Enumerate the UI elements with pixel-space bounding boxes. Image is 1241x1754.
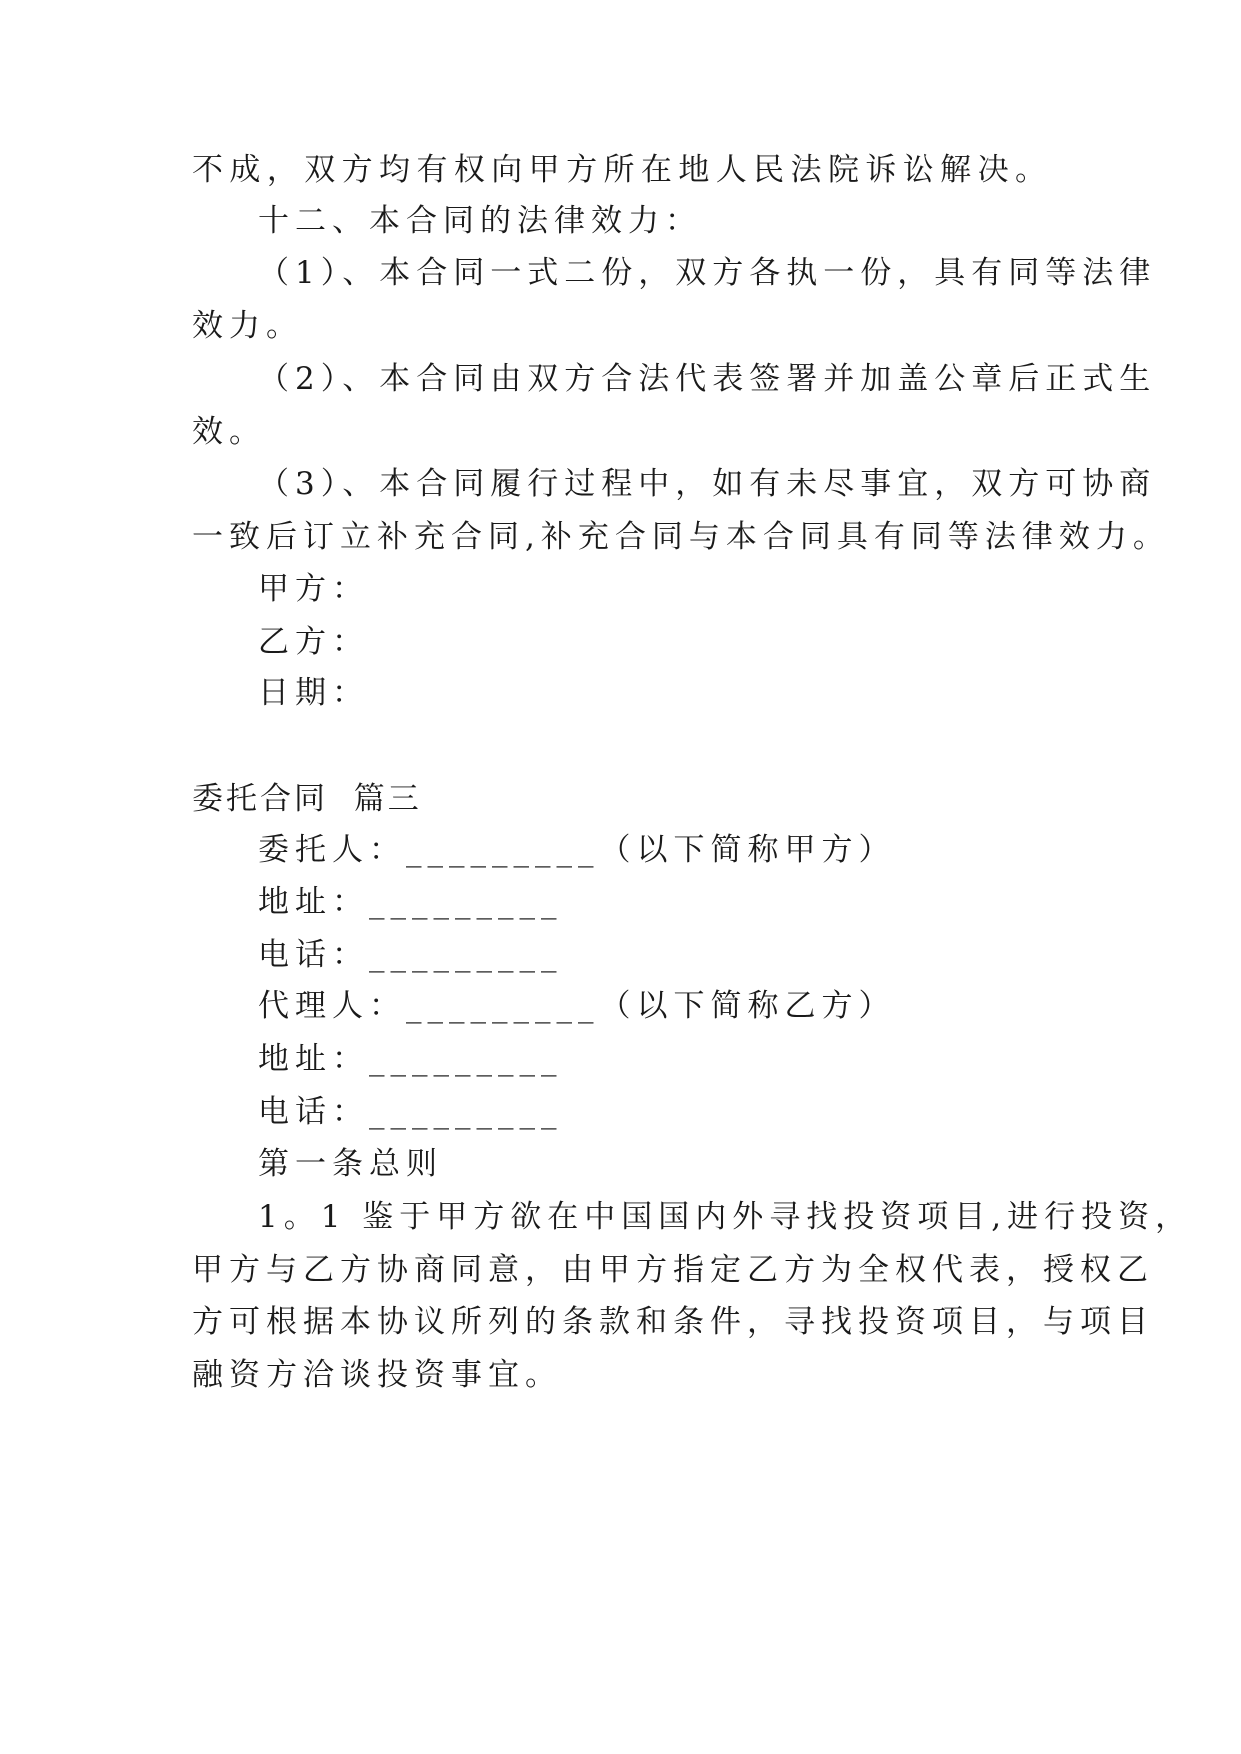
clause-line: （3）、本合同履行过程中，如有未尽事宜，双方可协商 [258, 466, 1157, 502]
signature-party-b: 乙方： [258, 624, 369, 660]
section-heading: 十二、本合同的法律效力： [258, 203, 702, 239]
address-field: 地址：_________ [258, 884, 563, 920]
phone-field: 电话：_________ [258, 1094, 563, 1130]
signature-party-a: 甲方： [258, 571, 369, 607]
clause-line: （1）、本合同一式二份，双方各执一份，具有同等法律 [258, 255, 1157, 291]
signature-date: 日期： [258, 675, 369, 711]
clause-line: 效。 [192, 414, 266, 450]
article-line: 方可根据本协议所列的条款和条件，寻找投资项目，与项目 [192, 1304, 1154, 1340]
principal-field: 委托人：_________（以下简称甲方） [258, 832, 896, 868]
agent-field: 代理人：_________（以下简称乙方） [258, 988, 896, 1024]
article-line: 1。1 鉴于甲方欲在中国国内外寻找投资项目,进行投资， [258, 1199, 1193, 1235]
address-field: 地址：_________ [258, 1041, 563, 1077]
article-line: 甲方与乙方协商同意，由甲方指定乙方为全权代表，授权乙 [192, 1252, 1154, 1288]
article-heading: 第一条总则 [258, 1146, 443, 1182]
clause-line: 效力。 [192, 308, 303, 344]
clause-line: 一致后订立补充合同,补充合同与本合同具有同等法律效力。 [192, 519, 1170, 555]
paragraph-line: 不成，双方均有权向甲方所在地人民法院诉讼解决。 [192, 152, 1052, 188]
clause-line: （2）、本合同由双方合法代表签署并加盖公章后正式生 [258, 361, 1157, 397]
article-line: 融资方洽谈投资事宜。 [192, 1357, 562, 1393]
phone-field: 电话：_________ [258, 937, 563, 973]
document-title: 委托合同 篇三 [192, 781, 422, 817]
